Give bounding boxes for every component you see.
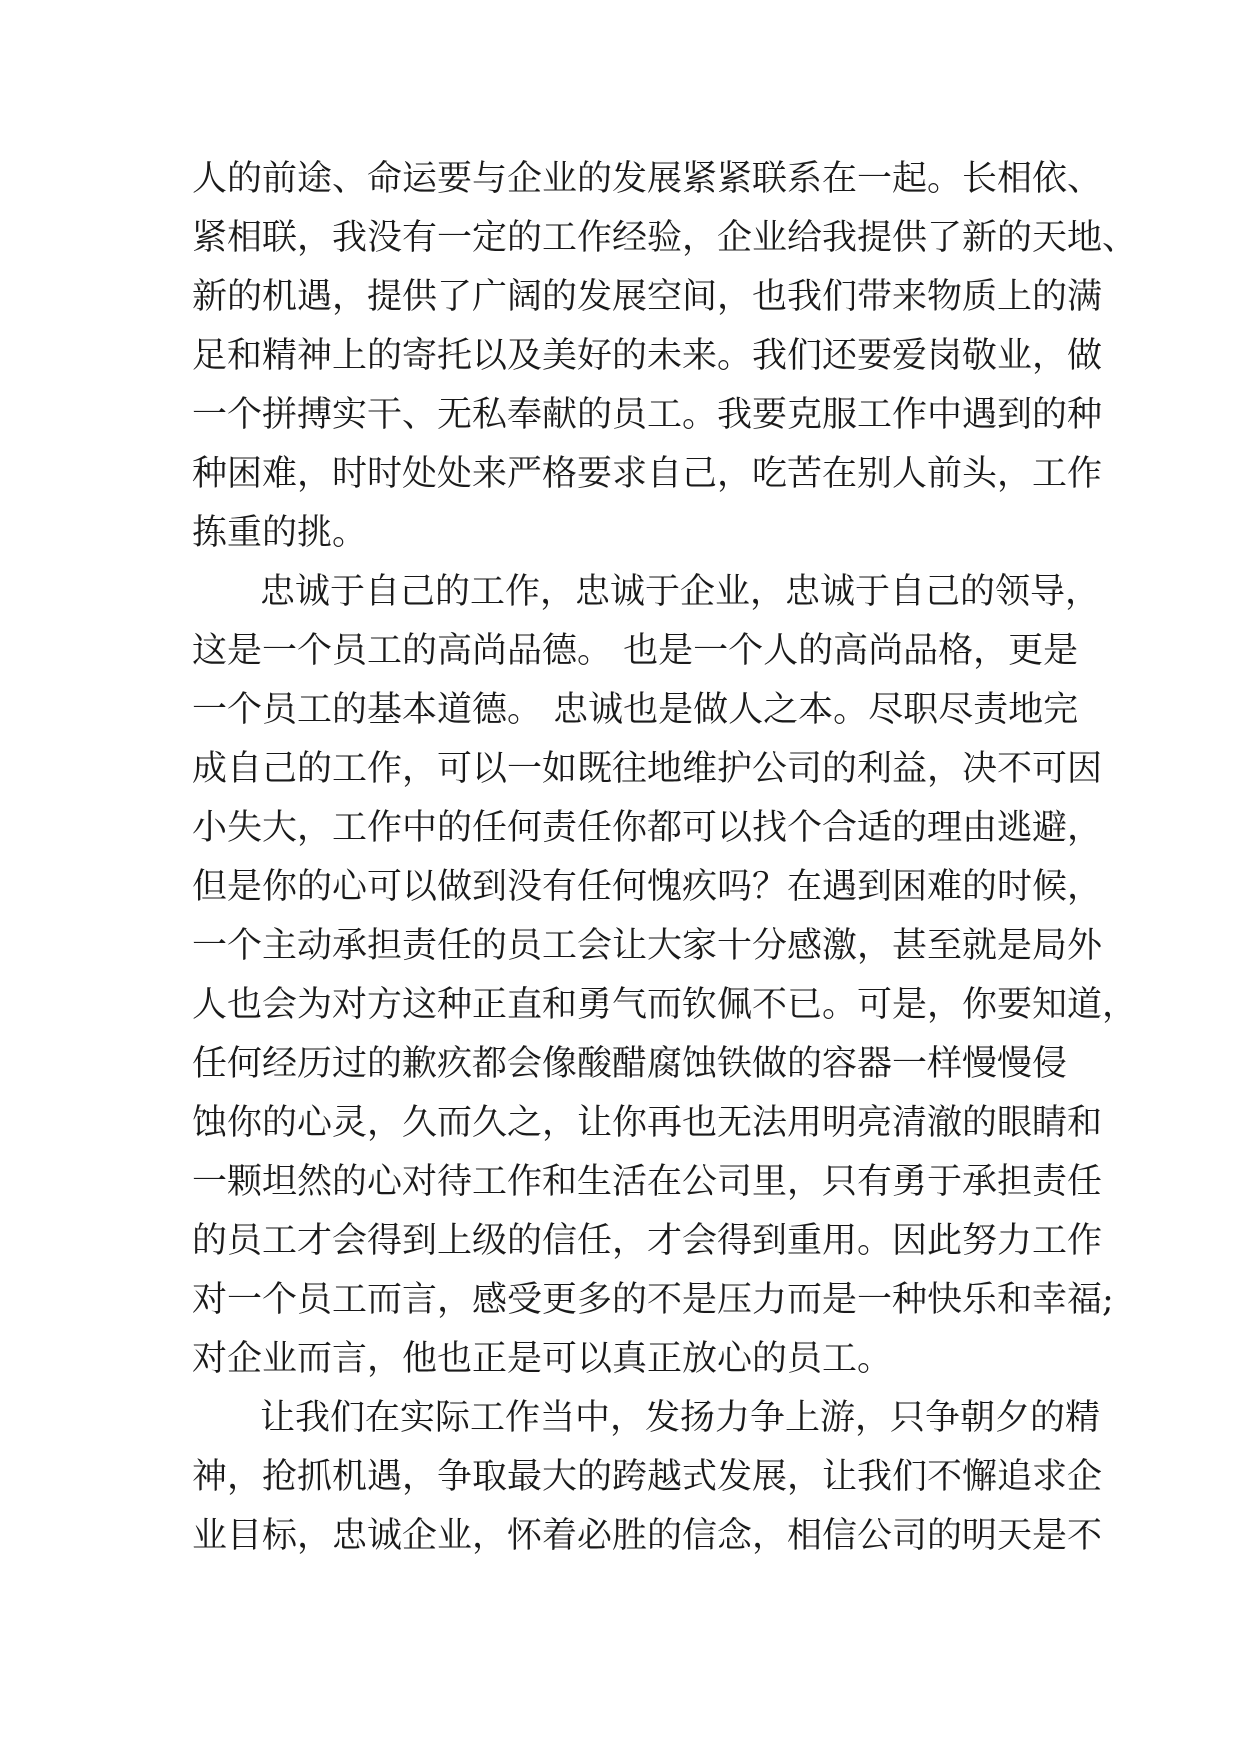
text-line: 对企业而言，他也正是可以真正放心的员工。 [192,1339,893,1379]
text-line: 一颗坦然的心对待工作和生活在公司里，只有勇于承担责任 [192,1162,1103,1202]
text-line: 新的机遇，提供了广阔的发展空间，也我们带来物质上的满 [192,277,1103,317]
text-line: 任何经历过的歉疚都会像酸醋腐蚀铁做的容器一样慢慢侵 [192,1044,1068,1084]
text-line: 人的前途、命运要与企业的发展紧紧联系在一起。长相依、 [192,159,1103,199]
text-line: 一个拼搏实干、无私奉献的员工。我要克服工作中遇到的种 [192,395,1103,435]
text-line: 拣重的挑。 [192,513,368,553]
text-line: 神，抢抓机遇，争取最大的跨越式发展，让我们不懈追求企 [192,1457,1103,1497]
text-line: 小失大，工作中的任何责任你都可以找个合适的理由逃避， [192,808,1103,848]
text-line: 忠诚于自己的工作，忠诚于企业，忠诚于自己的领导， [260,572,1101,612]
text-line: 一个主动承担责任的员工会让大家十分感激，甚至就是局外 [192,926,1103,966]
text-line: 让我们在实际工作当中，发扬力争上游，只争朝夕的精 [260,1398,1101,1438]
text-line: 但是你的心可以做到没有任何愧疚吗？在遇到困难的时候， [192,867,1103,907]
text-line: 一个员工的基本道德。 忠诚也是做人之本。尽职尽责地完 [192,690,1079,730]
text-line: 的员工才会得到上级的信任，才会得到重用。因此努力工作 [192,1221,1103,1261]
text-line: 紧相联，我没有一定的工作经验，企业给我提供了新的天地、 [192,218,1138,258]
text-line: 人也会为对方这种正直和勇气而钦佩不已。可是，你要知道， [192,985,1138,1025]
text-line: 业目标，忠诚企业，怀着必胜的信念，相信公司的明天是不 [192,1516,1103,1556]
text-line: 这是一个员工的高尚品德。 也是一个人的高尚品格，更是 [192,631,1079,671]
text-line: 成自己的工作，可以一如既往地维护公司的利益，决不可因 [192,749,1103,789]
text-line: 足和精神上的寄托以及美好的未来。我们还要爱岗敬业，做 [192,336,1103,376]
text-line: 对一个员工而言，感受更多的不是压力而是一种快乐和幸福; [192,1280,1114,1320]
text-line: 蚀你的心灵，久而久之，让你再也无法用明亮清澈的眼睛和 [192,1103,1103,1143]
text-line: 种困难，时时处处来严格要求自己，吃苦在别人前头，工作 [192,454,1103,494]
